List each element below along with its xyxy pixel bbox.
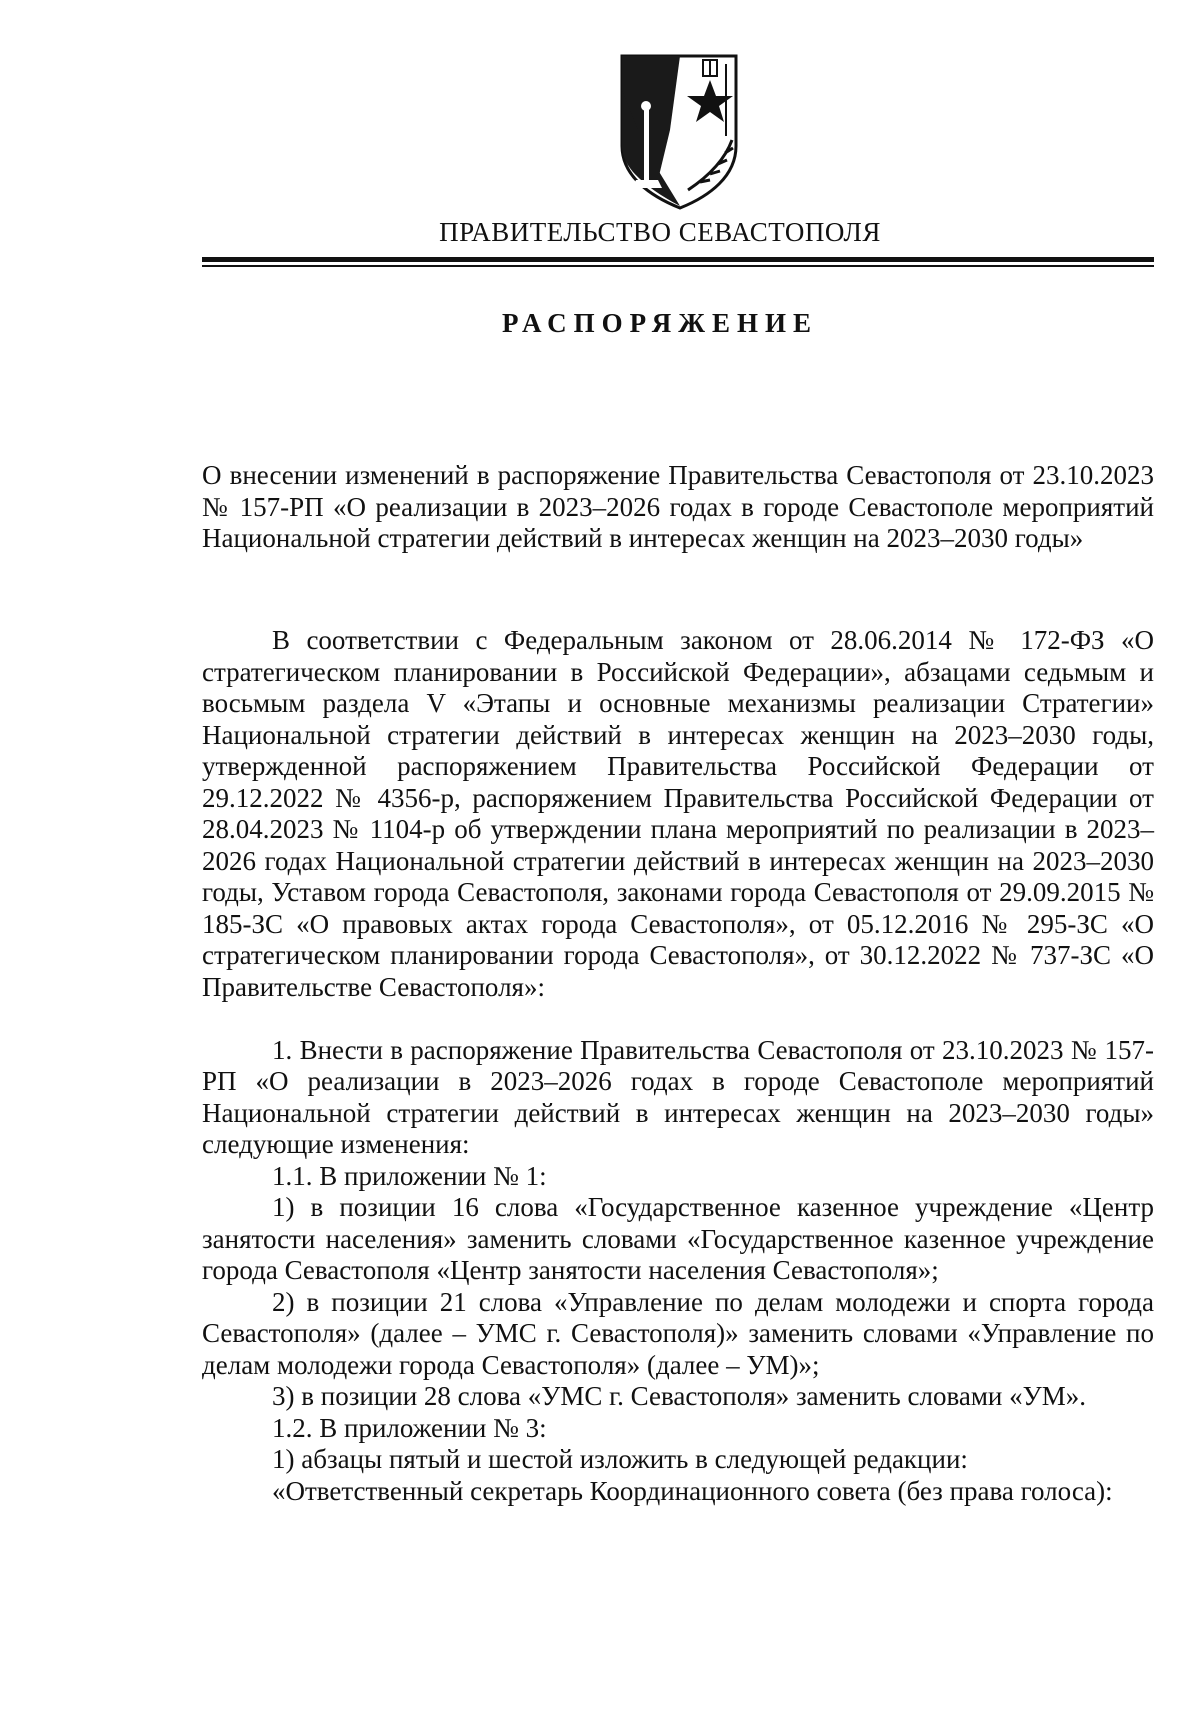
preamble-paragraph: В соответствии с Федеральным законом от 28.06.2014 № 172-ФЗ «О стратегическом планировании в Российской Федерации», абзацами седьмым и восьмым раздела V «Этапы и основные механизмы реализации Стратегии» Национальной стратегии действий в интересах женщин на 2023–2030 годы, утвержденной распоряжением Правительства Российской Федерации от 29.12.2022 № 4356-р, распоряжением Правительства Российской Федерации от 28.04.2023 № 1104-р об утверждении плана мероприятий по реализации в 2023–2026 годах Национальной стратегии действий в интересах женщин на 2023–2030 годы, Уставом города Севастополя, законами города Севастополя от 29.09.2015 № 185-ЗС «О правовых актах города Севастополя», от 05.12.2016 № 295-ЗС «О стратегическом планировании города Севастополя», от 30.12.2022 № 737-ЗС «О Правительстве Севастополя»: xyxy=(202,625,1154,1002)
body-paragraph: 1. Внести в распоряжение Правительства Севастополя от 23.10.2023 № 157-РП «О реализации в 2023–2026 годах в городе Севастополе мероприятий Национальной стратегии действий в интересах женщин на 2023–2030 годы» следующие изменения: xyxy=(202,1034,1154,1159)
body-paragraph: 1) абзацы пятый и шестой изложить в следующей редакции: xyxy=(272,1444,968,1474)
body-paragraph: 1.2. В приложении № 3: xyxy=(272,1412,547,1443)
header-rule-thick xyxy=(202,257,1154,262)
document-subject: О внесении изменений в распоряжение Правительства Севастополя от 23.10.2023 № 157-РП «О реализации в 2023–2026 годах в городе Севастополе мероприятий Национальной стратегии действий в интересах женщин на 2023–2030 годы» xyxy=(202,460,1154,553)
header-rule-thin xyxy=(202,265,1154,267)
document-type-heading: РАСПОРЯЖЕНИЕ xyxy=(501,308,819,338)
organization-title: ПРАВИТЕЛЬСТВО СЕВАСТОПОЛЯ xyxy=(439,217,881,247)
sevastopol-coat-of-arms-icon xyxy=(618,50,742,212)
body-paragraph: 1.1. В приложении № 1: xyxy=(272,1160,547,1191)
body-paragraph: «Ответственный секретарь Координационного совета (без права голоса): xyxy=(272,1475,1113,1506)
body-paragraph: 3) в позиции 28 слова «УМС г. Севастополя» заменить словами «УМ». xyxy=(272,1381,1086,1411)
body-paragraph: 2) в позиции 21 слова «Управление по делам молодежи и спорта города Севастополя» (далее – УМС г. Севастополя)» заменить словами «Управление по делам молодежи города Севастополя» (далее – УМ)»; xyxy=(202,1286,1154,1380)
document-body xyxy=(202,625,1154,1507)
body-paragraph: 1) в позиции 16 слова «Государственное казенное учреждение «Центр занятости населения» заменить словами «Государственное казенное учреждение города Севастополя «Центр занятости населения Севастополя»; xyxy=(202,1192,1154,1285)
